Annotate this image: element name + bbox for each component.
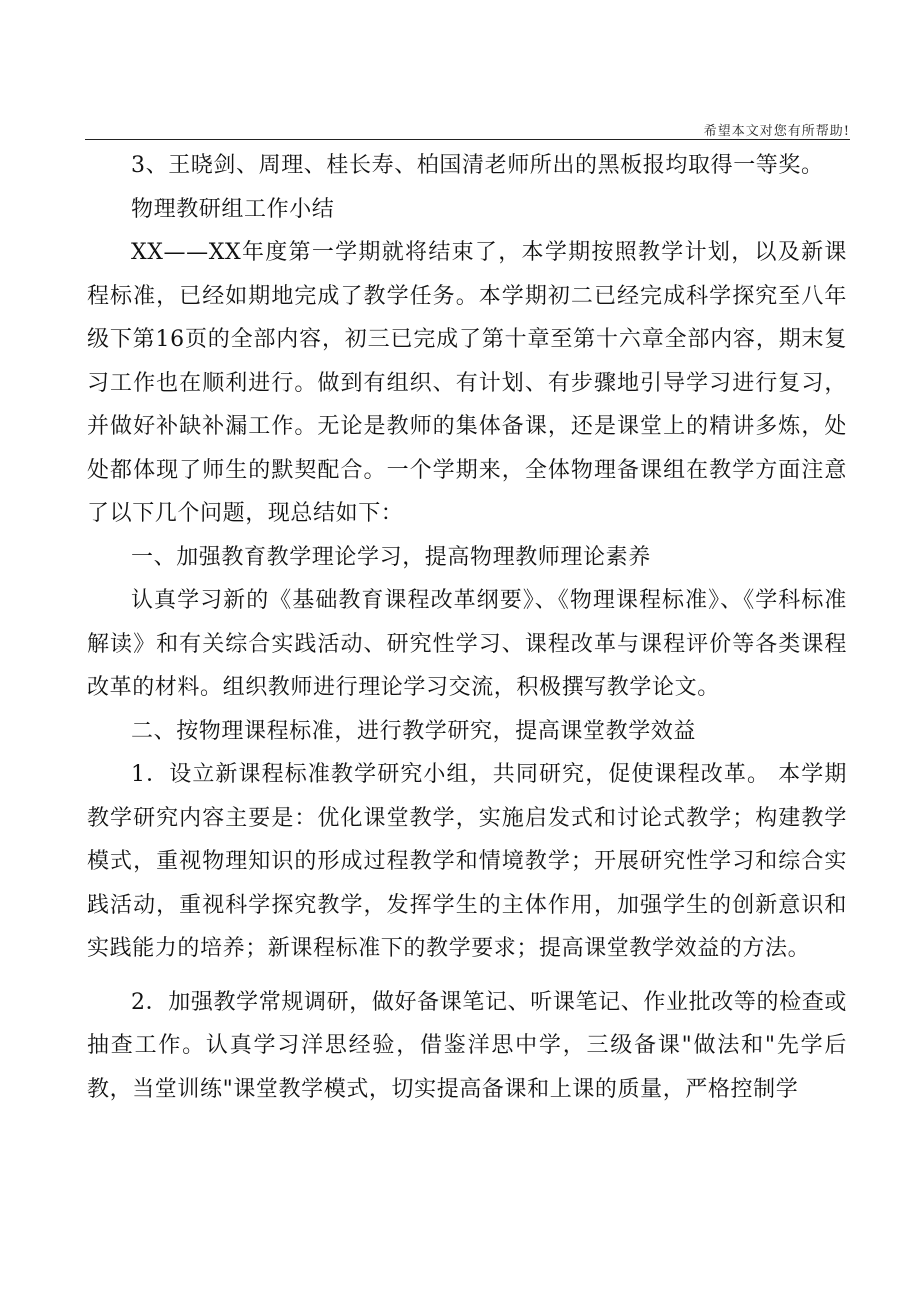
paragraph-item-2: 2．加强教学常规调研，做好备课笔记、听课笔记、作业批改等的检查或抽查工作。认真学习洋思经验，借鉴洋思中学，三级备课"做法和"先学后教，当堂训练"课堂教学模式，切实提高备课和上课的质量，严格控制学 bbox=[87, 989, 847, 1102]
document-body bbox=[87, 144, 847, 1111]
heading-theory-study: 一、加强教育教学理论学习，提高物理教师理论素养 bbox=[131, 544, 651, 570]
paragraph-item-1: 1．设立新课程标准教学研究小组，共同研究，促使课程改革。 本学期教学研究内容主要是：优化课堂教学，实施启发式和讨论式教学；构建教学模式，重视物理知识的形成过程教学和情境教学；开展研究性学习和综合实践活动，重视科学探究教学，发挥学生的主体作用，加强学生的创新意识和实践能力的培养；新课程标准下的教学要求；提高课堂教学效益的方法。 bbox=[87, 762, 847, 961]
paragraph-theory-study: 认真学习新的《基础教育课程改革纲要》、《物理课程标准》、《学科标准解读》和有关综合实践活动、研究性学习、课程改革与课程评价等各类课程改革的材料。组织教师进行理论学习交流，积极撰写教学论文。 bbox=[87, 588, 847, 700]
paragraph-award: 3、王晓剑、周理、桂长寿、柏国清老师所出的黑板报均取得一等奖。 bbox=[131, 153, 824, 178]
section-title: 物理教研组工作小结 bbox=[131, 196, 335, 222]
heading-teaching-research: 二、按物理课程标准，进行教学研究，提高课堂教学效益 bbox=[131, 718, 697, 744]
paragraph-intro: XX——XX年度第一学期就将结束了，本学期按照教学计划，以及新课程标准，已经如期地完成了教学任务。本学期初二已经完成科学探究至八年级下第16页的全部内容，初三已完成了第十章至第十六章全部内容，期末复习工作也在顺利进行。做到有组织、有计划、有步骤地引导学习进行复习，并做好补缺补漏工作。无论是教师的集体备课，还是课堂上的精讲多炼，处处都体现了师生的默契配合。一个学期来，全体物理备课组在教学方面注意了以下几个问题，现总结如下： bbox=[87, 240, 847, 526]
header-divider bbox=[85, 139, 850, 140]
page-header-note: 希望本文对您有所帮助! bbox=[703, 124, 850, 139]
